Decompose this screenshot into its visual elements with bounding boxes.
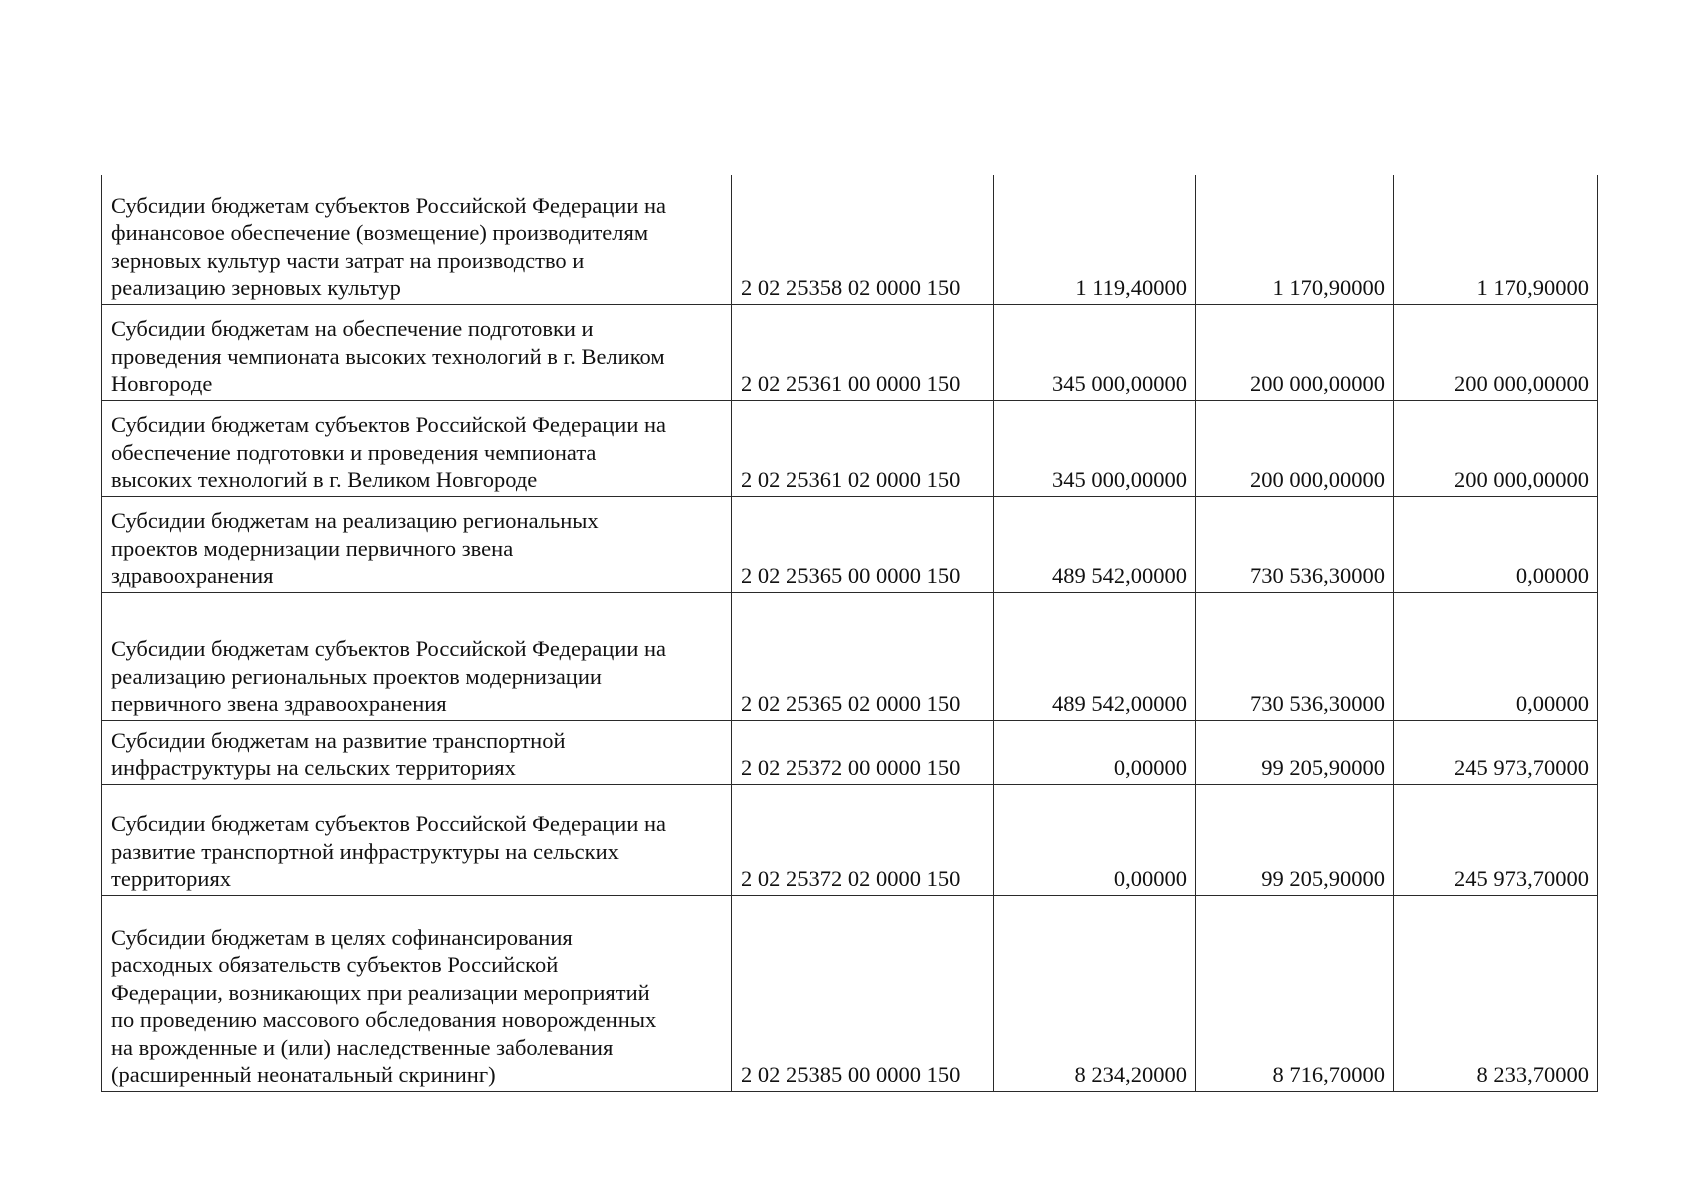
budget-code-cell: 2 02 25385 00 0000 150 — [732, 895, 994, 1091]
budget-code-cell: 2 02 25365 00 0000 150 — [732, 496, 994, 592]
amount-year3-cell: 245 973,70000 — [1394, 720, 1598, 784]
row-name-cell: Субсидии бюджетам на обеспечение подготовки и проведения чемпионата высоких технологий в г. Великом Новгороде — [102, 304, 732, 400]
row-name-cell: Субсидии бюджетам на реализацию региональных проектов модернизации первичного звена здравоохранения — [102, 496, 732, 592]
amount-year2-cell: 730 536,30000 — [1196, 496, 1394, 592]
amount-year2-cell: 8 716,70000 — [1196, 895, 1394, 1091]
amount-year1-cell: 489 542,00000 — [994, 496, 1196, 592]
budget-code-cell: 2 02 25361 00 0000 150 — [732, 304, 994, 400]
table-row — [102, 175, 1598, 304]
table-row — [102, 496, 1598, 592]
amount-year1-cell: 1 119,40000 — [994, 175, 1196, 304]
amount-year3-cell: 200 000,00000 — [1394, 304, 1598, 400]
amount-year3-cell: 200 000,00000 — [1394, 400, 1598, 496]
amount-year2-cell: 99 205,90000 — [1196, 720, 1394, 784]
budget-code-cell: 2 02 25372 02 0000 150 — [732, 784, 994, 895]
amount-year3-cell: 8 233,70000 — [1394, 895, 1598, 1091]
amount-year1-cell: 0,00000 — [994, 784, 1196, 895]
row-name-cell: Субсидии бюджетам субъектов Российской Федерации на развитие транспортной инфраструктуры на сельских территориях — [102, 784, 732, 895]
table-row — [102, 784, 1598, 895]
row-name-cell: Субсидии бюджетам в целях софинансирования расходных обязательств субъектов Российской Федерации, возникающих при реализации мероприятий по проведению массового обследования новорожденных на врожденные и (или) наследственные заболевания (расширенный неонатальный скрининг) — [102, 895, 732, 1091]
amount-year2-cell: 200 000,00000 — [1196, 304, 1394, 400]
amount-year1-cell: 8 234,20000 — [994, 895, 1196, 1091]
table-row — [102, 592, 1598, 720]
budget-code-cell: 2 02 25361 02 0000 150 — [732, 400, 994, 496]
row-name-cell: Субсидии бюджетам субъектов Российской Федерации на финансовое обеспечение (возмещение) производителям зерновых культур части затрат на производство и реализацию зерновых культур — [102, 175, 732, 304]
budget-revenue-table — [101, 175, 1598, 1092]
table-row — [102, 304, 1598, 400]
amount-year1-cell: 345 000,00000 — [994, 304, 1196, 400]
amount-year2-cell: 730 536,30000 — [1196, 592, 1394, 720]
amount-year2-cell: 99 205,90000 — [1196, 784, 1394, 895]
row-name-cell: Субсидии бюджетам субъектов Российской Федерации на обеспечение подготовки и проведения чемпионата высоких технологий в г. Великом Новгороде — [102, 400, 732, 496]
amount-year3-cell: 0,00000 — [1394, 496, 1598, 592]
budget-code-cell: 2 02 25372 00 0000 150 — [732, 720, 994, 784]
table-row — [102, 895, 1598, 1091]
row-name-cell: Субсидии бюджетам на развитие транспортной инфраструктуры на сельских территориях — [102, 720, 732, 784]
amount-year3-cell: 0,00000 — [1394, 592, 1598, 720]
table-row — [102, 400, 1598, 496]
table-row — [102, 720, 1598, 784]
budget-code-cell: 2 02 25365 02 0000 150 — [732, 592, 994, 720]
budget-code-cell: 2 02 25358 02 0000 150 — [732, 175, 994, 304]
amount-year1-cell: 0,00000 — [994, 720, 1196, 784]
amount-year1-cell: 345 000,00000 — [994, 400, 1196, 496]
amount-year3-cell: 245 973,70000 — [1394, 784, 1598, 895]
amount-year2-cell: 200 000,00000 — [1196, 400, 1394, 496]
amount-year2-cell: 1 170,90000 — [1196, 175, 1394, 304]
amount-year1-cell: 489 542,00000 — [994, 592, 1196, 720]
row-name-cell: Субсидии бюджетам субъектов Российской Федерации на реализацию региональных проектов модернизации первичного звена здравоохранения — [102, 592, 732, 720]
amount-year3-cell: 1 170,90000 — [1394, 175, 1598, 304]
